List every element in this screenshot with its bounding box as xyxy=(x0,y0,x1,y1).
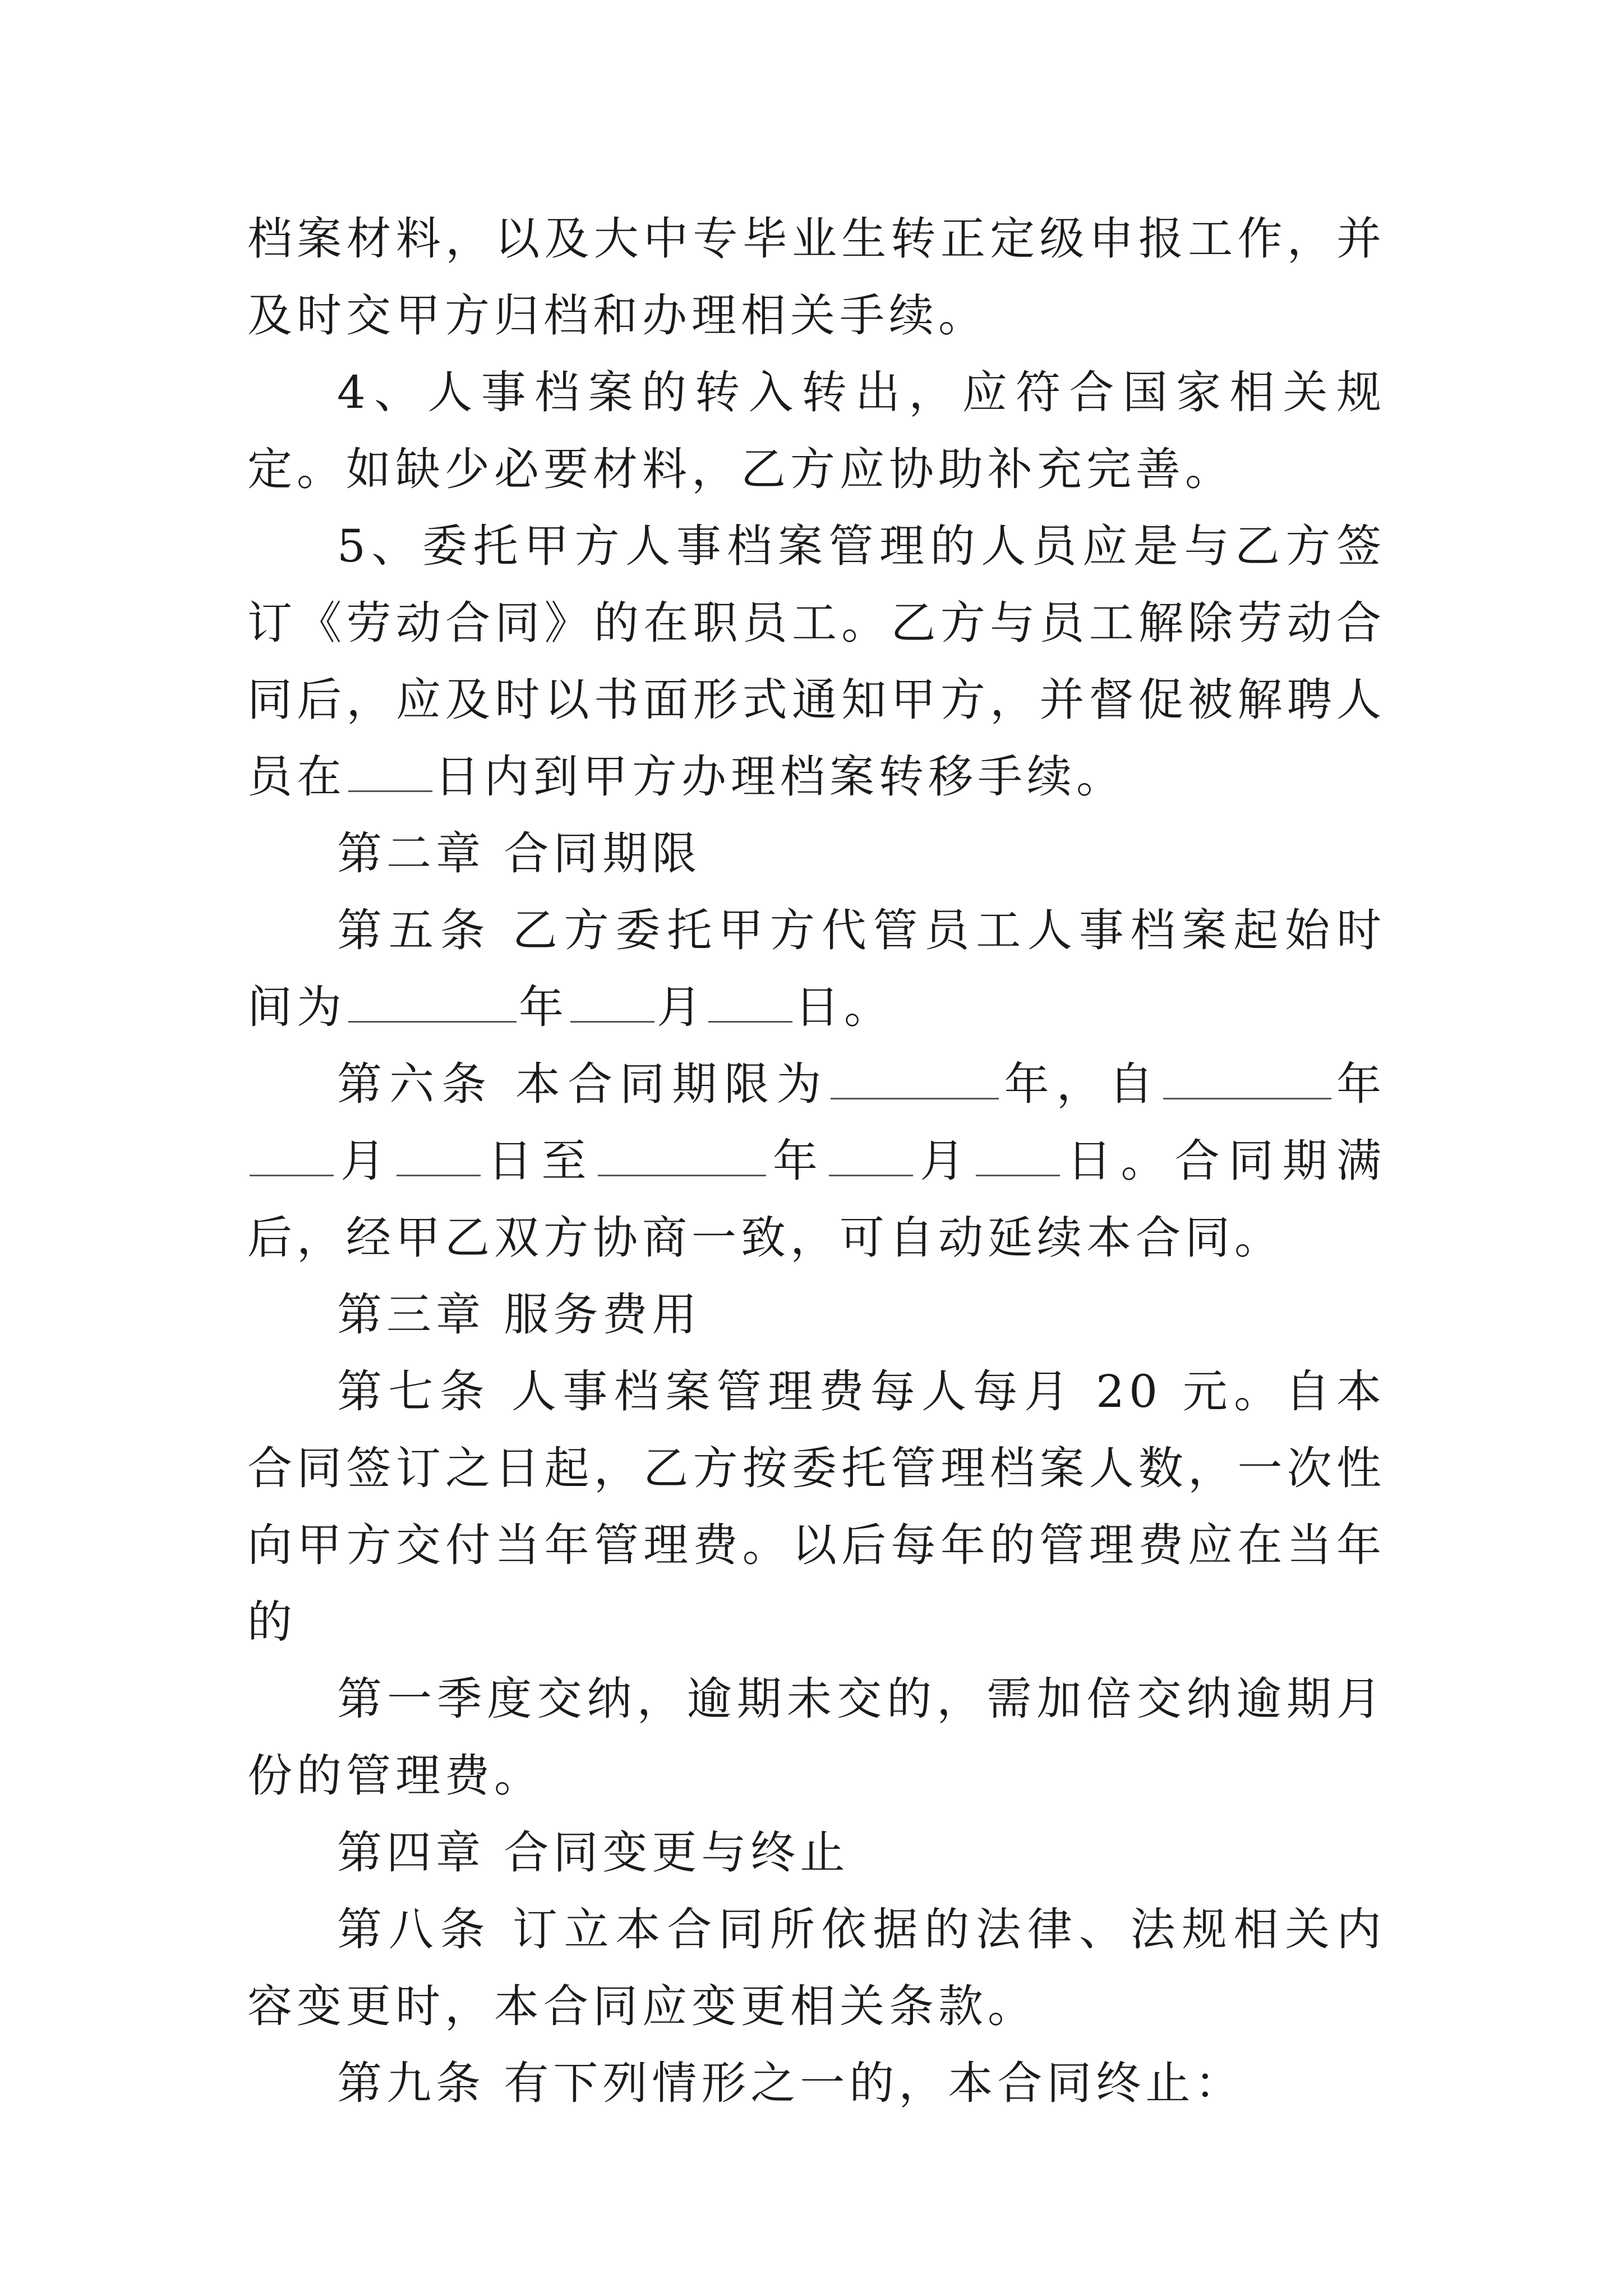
article-6-month: 月 xyxy=(336,1135,395,1187)
article-5 xyxy=(247,892,1386,1046)
days-blank[interactable] xyxy=(348,751,432,792)
item-5-text: 5、委托甲方人事档案管理的人员应是与乙方签订《劳动合同》的在职员工。乙方与员工解除劳动合同后，应及时以书面形式通知甲方，并督促被解聘人员在 xyxy=(247,520,1386,803)
term-years-blank[interactable] xyxy=(831,1059,999,1099)
article-5-year: 年 xyxy=(519,981,568,1033)
article-6 xyxy=(247,1046,1386,1276)
chapter-2-heading: 第二章 合同期限 xyxy=(337,827,702,880)
article-6-day-to: 日至 xyxy=(483,1135,596,1187)
start-day-blank[interactable] xyxy=(708,982,792,1023)
paragraph-archive-materials: 档案材料，以及大中专毕业生转正定级申报工作，并及时交甲方归档和办理相关手续。 xyxy=(247,213,1386,342)
from-year-blank[interactable] xyxy=(1163,1059,1331,1099)
start-month-blank[interactable] xyxy=(570,982,654,1023)
to-year-blank[interactable] xyxy=(598,1135,766,1176)
item-5-text-end: 日内到甲方办理档案转移手续。 xyxy=(435,751,1126,803)
document-body xyxy=(247,200,1386,2122)
from-month-blank[interactable] xyxy=(250,1135,334,1176)
article-5-text: 第五条 乙方委托甲方代管员工人事档案起始时间为 xyxy=(247,904,1386,1033)
article-8: 第八条 订立本合同所依据的法律、法规相关内容变更时，本合同应变更相关条款。 xyxy=(247,1903,1386,2032)
to-day-blank[interactable] xyxy=(976,1135,1060,1176)
from-day-blank[interactable] xyxy=(396,1135,481,1176)
article-6-text-end: 日。合同期满后，经甲乙双方协商一致，可自动延续本合同。 xyxy=(247,1135,1386,1264)
article-6-text: 第六条 本合同期限为 xyxy=(337,1058,829,1110)
chapter-3-heading: 第三章 服务费用 xyxy=(337,1289,702,1341)
article-9: 第九条 有下列情形之一的，本合同终止： xyxy=(337,2057,1244,2109)
paragraph-item-5 xyxy=(247,508,1386,815)
paragraph-fee-payment: 第一季度交纳，逾期未交的，需加倍交纳逾期月份的管理费。 xyxy=(247,1673,1386,1802)
chapter-4-heading: 第四章 合同变更与终止 xyxy=(337,1826,850,1879)
paragraph-item-4: 4、人事档案的转入转出，应符合国家相关规定。如缺少必要材料，乙方应协助补充完善。 xyxy=(247,366,1386,495)
article-5-day: 日。 xyxy=(795,981,893,1033)
article-6-year-from: 年，自 xyxy=(1001,1058,1161,1110)
to-month-blank[interactable] xyxy=(829,1135,913,1176)
start-year-blank[interactable] xyxy=(348,982,517,1023)
article-5-month: 月 xyxy=(657,981,706,1033)
article-6-year: 年 xyxy=(1333,1058,1386,1110)
article-6-year-end: 年 xyxy=(768,1135,827,1187)
article-6-month-end: 月 xyxy=(915,1135,974,1187)
article-7: 第七条 人事档案管理费每人每月 20 元。自本合同签订之日起，乙方按委托管理档案人数，一次性向甲方交付当年管理费。以后每年的管理费应在当年的 xyxy=(247,1365,1386,1648)
